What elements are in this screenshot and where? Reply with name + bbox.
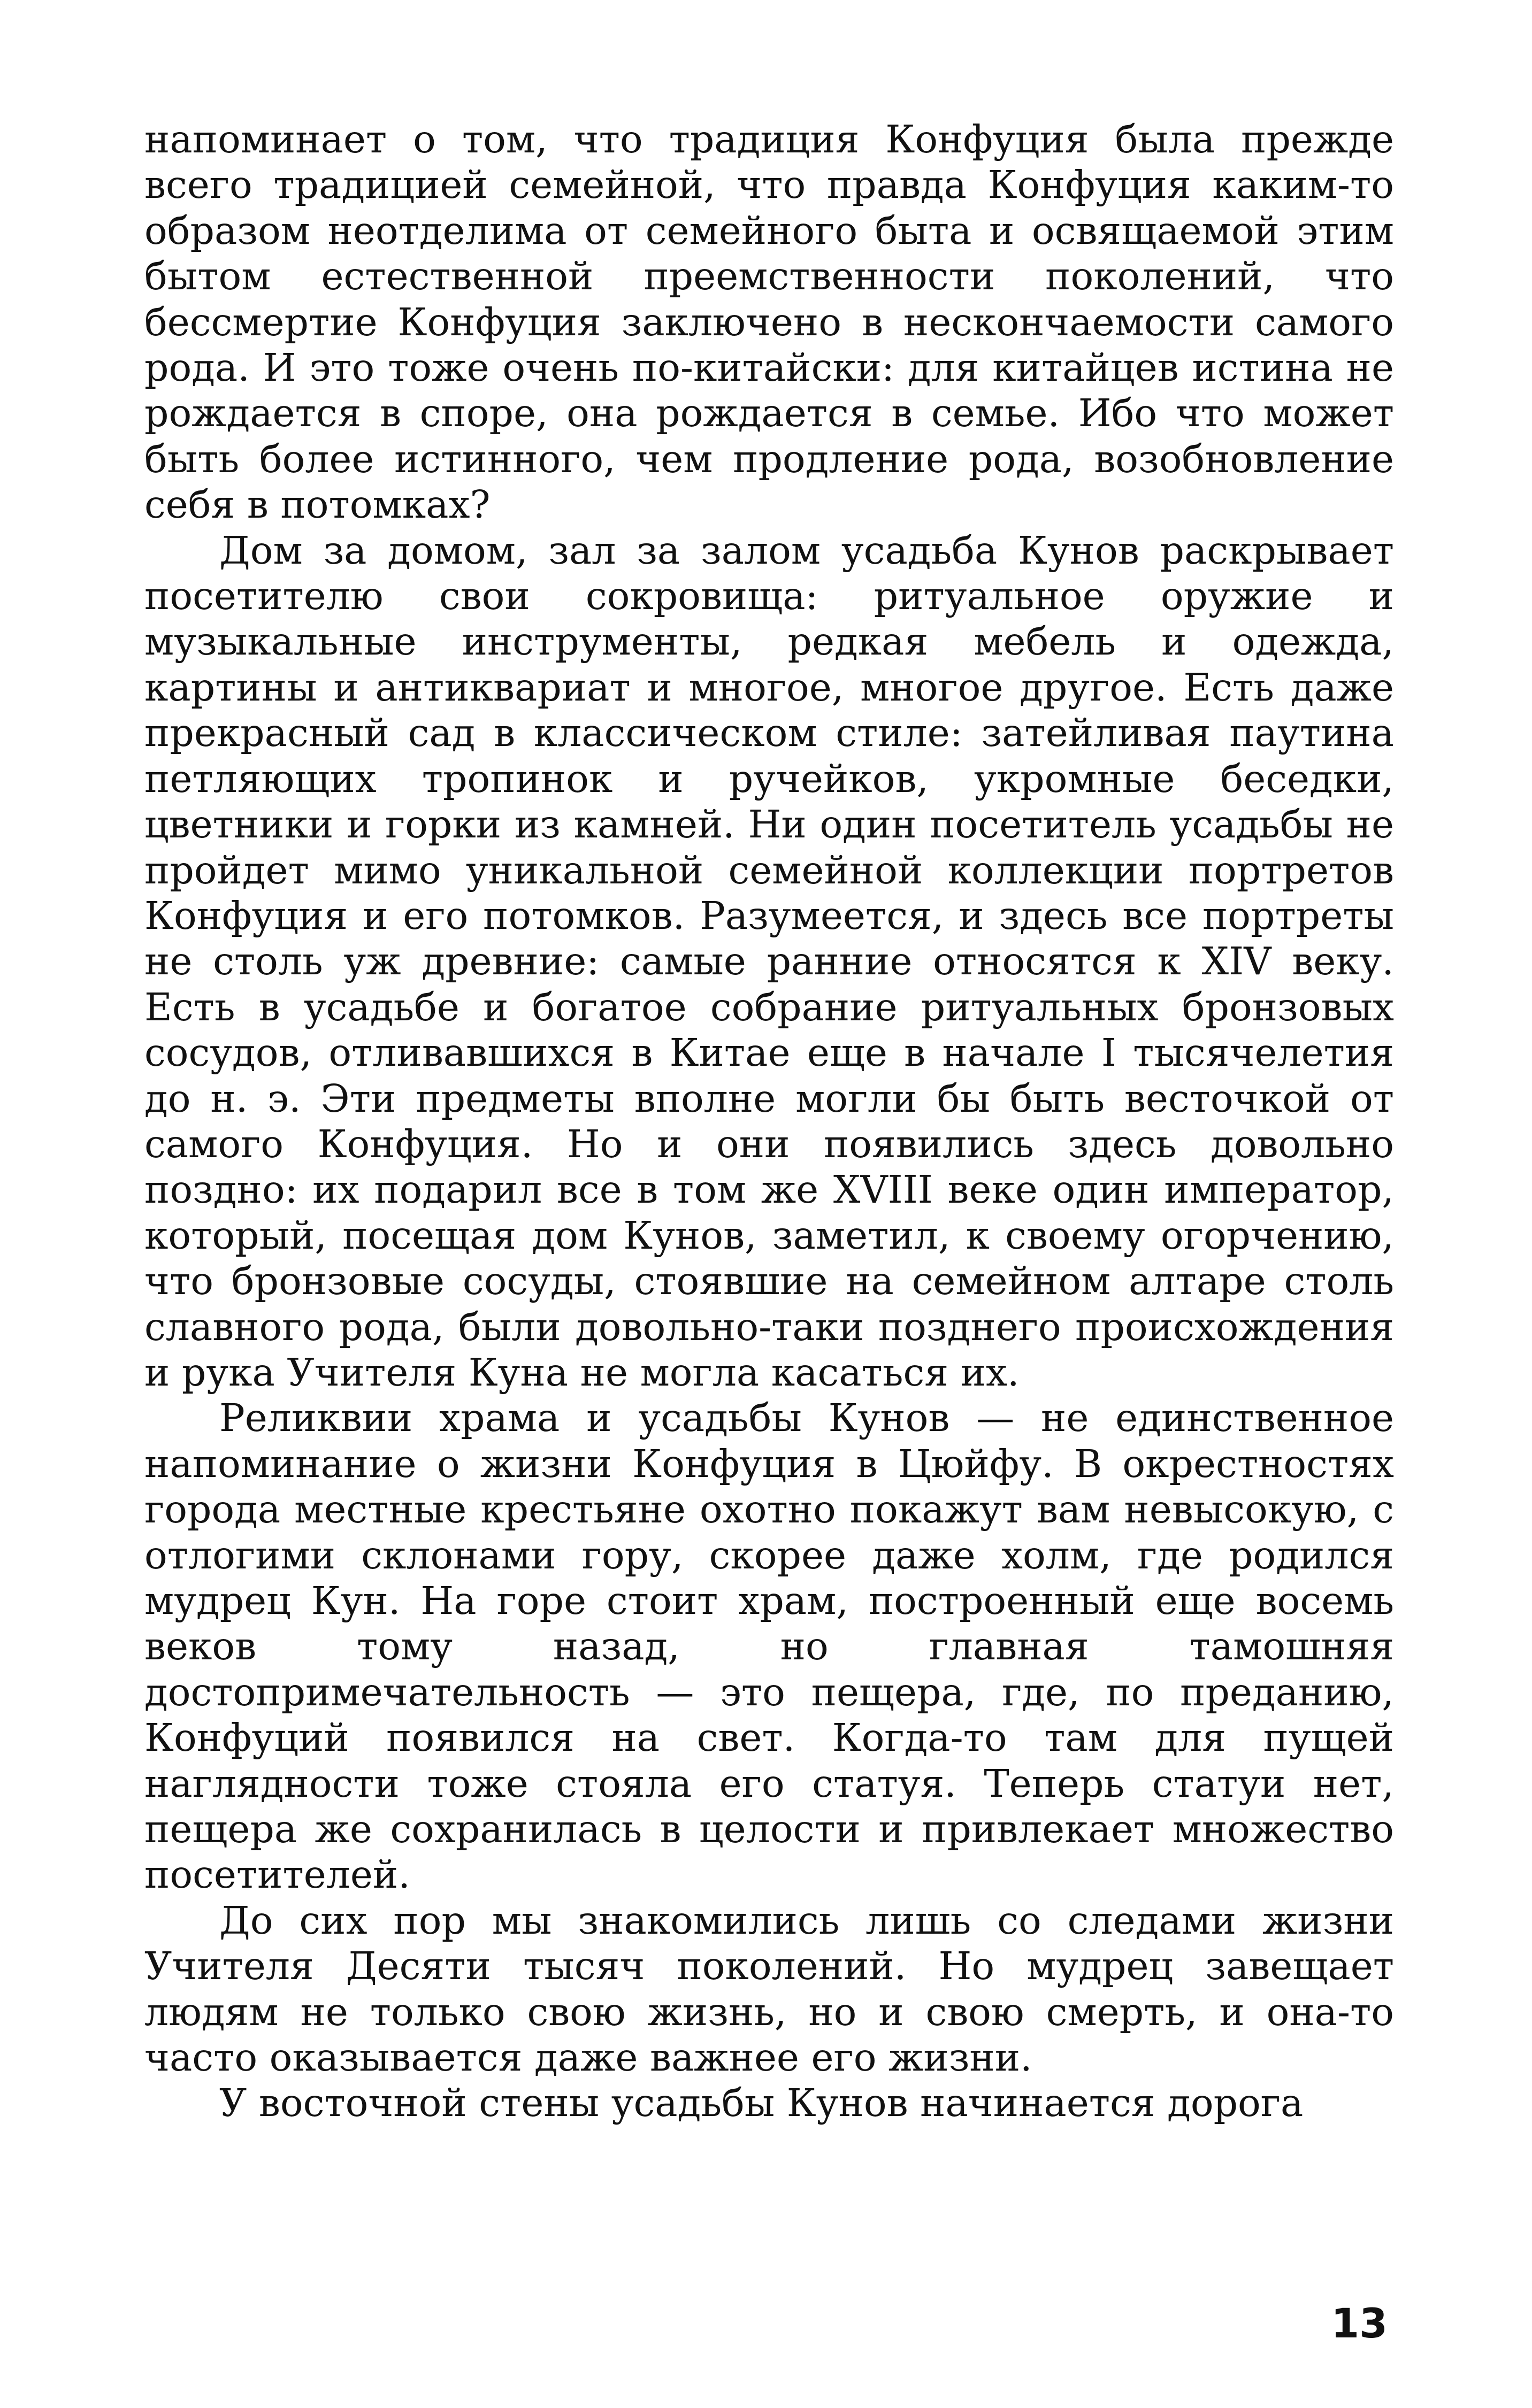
paragraph-1: напоминает о том, что традиция Конфуция была прежде всего традицией семейной, что правда Конфуция каким-то образом неотделима от семейного быта и освящаемой этим бытом естественной преемственности поколений, что бессмертие Конфуция заключено в нескончаемости самого рода. И это тоже очень по-китайски: для китайцев истина не рождается в споре, она рождается в семье. Ибо что может быть более истинного, чем продление рода, возобновление себя в потомках? — [144, 117, 1394, 527]
paragraph-3: Реликвии храма и усадьбы Кунов — не единственное напоминание о жизни Конфуция в Цюйфу. В окрестностях города местные крестьяне охотно покажут вам невысокую, с отлогими склонами гору, скорее даже холм, где родился мудрец Кун. На горе стоит храм, построенный еще восемь веков тому назад, но главная тамошняя достопримечательность — это пещера, где, по преданию, Конфуций появился на свет. Когда-то там для пущей наглядности тоже стояла его статуя. Теперь статуи нет, пещера же сохранилась в целости и привлекает множество посетителей. — [144, 1396, 1394, 1897]
body-text — [144, 117, 1394, 2126]
page-number: 13 — [1331, 2299, 1388, 2347]
paragraph-4: До сих пор мы знакомились лишь со следами жизни Учителя Десяти тысяч поколений. Но мудрец завещает людям не только свою жизнь, но и свою смерть, и она-то часто оказывается даже важнее его жизни. — [144, 1898, 1394, 2080]
paragraph-2: Дом за домом, зал за залом усадьба Кунов раскрывает посетителю свои сокровища: ритуальное оружие и музыкальные инструменты, редкая мебель и одежда, картины и антиквариат и многое, многое другое. Есть даже прекрасный сад в классическом стиле: затейливая паутина петляющих тропинок и ручейков, укромные беседки, цветники и горки из камней. Ни один посетитель усадьбы не пройдет мимо уникальной семейной коллекции портретов Конфуция и его потомков. Разумеется, и здесь все портреты не столь уж древние: самые ранние относятся к XIV веку. Есть в усадьбе и богатое собрание ритуальных бронзовых сосудов, отливавшихся в Китае еще в начале I тысячелетия до н. э. Эти предметы вполне могли бы быть весточкой от самого Конфуция. Но и они появились здесь довольно поздно: их подарил все в том же XVIII веке один император, который, посещая дом Кунов, заметил, к своему огорчению, что бронзовые сосуды, стоявшие на семейном алтаре столь славного рода, были довольно-таки позднего происхождения и рука Учителя Куна не могла касаться их. — [144, 528, 1394, 1395]
paragraph-5: У восточной стены усадьбы Кунов начинается дорога — [219, 2081, 1304, 2126]
